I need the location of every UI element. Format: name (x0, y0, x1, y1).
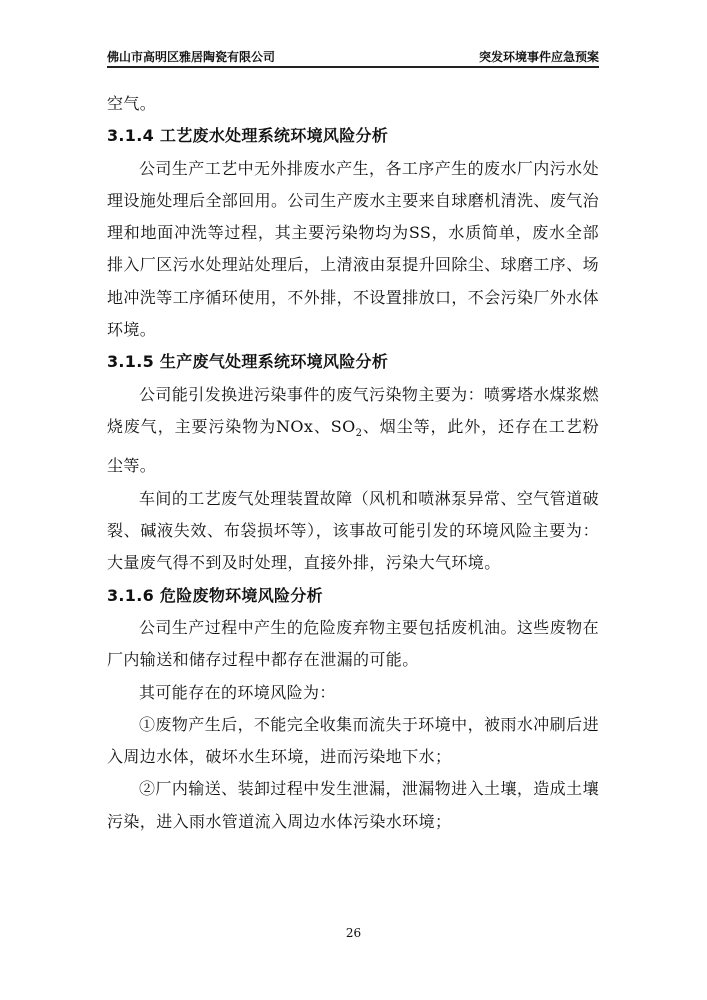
paragraph-continuation: 空气。 (107, 94, 157, 113)
section-heading-3-1-5: 3.1.5 生产废气处理系统环境风险分析 (107, 352, 389, 372)
paragraph-risk-1: ①废物产生后，不能完全收集而流失于环境中，被雨水冲刷后进入周边水体，破坏水生环境，进而污染地下水； (107, 714, 599, 767)
paragraph-hazardous-waste: 公司生产过程中产生的危险废弃物主要包括废机油。这些废物在厂内输送和储存过程中都存在泄漏的可能。 (107, 617, 599, 670)
company-name: 佛山市高明区雅居陶瓷有限公司 (107, 50, 276, 64)
subscript-2: 2 (355, 428, 363, 440)
paragraph-equipment-failure: 车间的工艺废气处理装置故障（风机和喷淋泵异常、空气管道破裂、碱液失效、布袋损坏等），该事故可能引发的环境风险主要为：大量废气得不到及时处理，直接外排，污染大气环境。 (107, 488, 599, 573)
paragraph-risk-2: ②厂内输送、装卸过程中发生泄漏，泄漏物进入土壤，造成土壤污染，进入雨水管道流入周边水体污染水环境； (107, 779, 599, 831)
header-divider (107, 66, 599, 68)
page-number: 26 (345, 926, 362, 940)
paragraph-waste-gas-part1: 公司能引发换进污染事件的废气污染物主要为：喷雾塔水煤浆燃烧废气，主要污染物为NOx、SO (107, 384, 599, 436)
page-body (107, 88, 599, 838)
section-heading-3-1-4: 3.1.4 工艺废水处理系统环境风险分析 (107, 126, 389, 146)
section-heading-3-1-6: 3.1.6 危险废物环境风险分析 (107, 585, 323, 605)
paragraph-wastewater: 公司生产工艺中无外排废水产生，各工序产生的废水厂内污水处理设施处理后全部回用。公司生产废水主要来自球磨机清洗、废气治理和地面冲洗等过程，其主要污染物均为SS，水质简单，废水全部排入厂区污水处理站处理后，上清液由泵提升回除尘、球磨工序、场地冲洗等工序循环使用，不外排，不设置排放口，不会污染厂外水体环境。 (107, 158, 600, 340)
paragraph-risk-intro: 其可能存在的环境风险为： (139, 682, 336, 702)
paragraph-waste-gas (107, 379, 599, 483)
document-title: 突发环境事件应急预案 (478, 50, 599, 64)
paragraph-waste-gas-part2: 、烟尘等，此外，还存在工艺粉尘等。 (107, 416, 599, 476)
